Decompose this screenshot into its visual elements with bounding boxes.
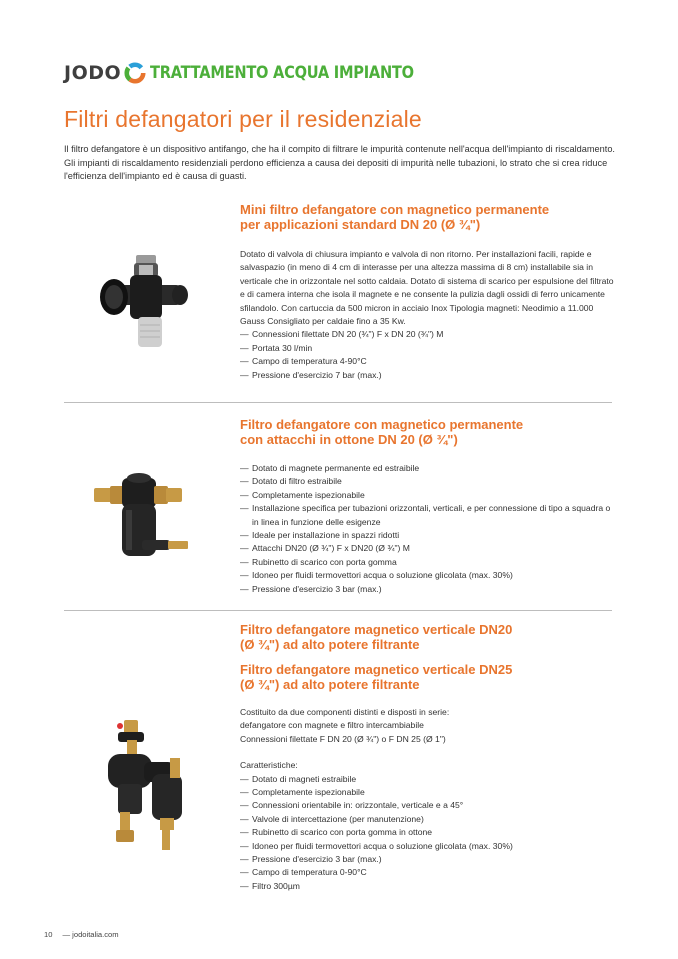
product-2-title-line-1: Filtro defangatore con magnetico permanente bbox=[240, 417, 524, 432]
list-item: — Completamente ispezionabile bbox=[240, 786, 615, 799]
product-3-body bbox=[240, 706, 615, 893]
list-item: — Installazione specifica per tubazioni orizzontali, verticali, e per connessione di tipo a squadra o in linea in funzione delle esigenze bbox=[240, 502, 615, 529]
list-item: — Filtro 300µm bbox=[240, 880, 615, 893]
list-item: — Rubinetto di scarico con porta gomma bbox=[240, 556, 615, 569]
product-3-desc-2: defangatore con magnete e filtro intercambiabile bbox=[240, 720, 424, 731]
mini-filter-image bbox=[90, 255, 190, 355]
list-item: — Pressione d'esercizio 3 bar (max.) bbox=[240, 583, 615, 596]
list-item: — Rubinetto di scarico con porta gomma in ottone bbox=[240, 826, 615, 839]
list-item: — Pressione d'esercizio 7 bar (max.) bbox=[240, 369, 615, 382]
list-item: — Campo di temperatura 4-90°C bbox=[240, 355, 615, 368]
product-3-desc-1: Costituito da due componenti distinti e disposti in serie: bbox=[240, 707, 450, 717]
list-item: — Idoneo per fluidi termovettori acqua o soluzione glicolata (max. 30%) bbox=[240, 840, 615, 853]
list-item: — Idoneo per fluidi termovettori acqua o soluzione glicolata (max. 30%) bbox=[240, 569, 615, 582]
logo-text: JODO bbox=[64, 62, 122, 84]
product-1-specs bbox=[240, 328, 615, 382]
list-item: — Dotato di magneti estraibile bbox=[240, 773, 615, 786]
section-divider bbox=[64, 610, 612, 611]
product-3-title-dn25-line-1: Filtro defangatore magnetico verticale DN25 bbox=[240, 662, 513, 677]
product-1-title-line-2: per applicazioni standard DN 20 (Ø ¾") bbox=[240, 216, 481, 232]
vertical-filter-image bbox=[100, 718, 195, 858]
list-item: — Attacchi DN20 (Ø ¾") F x DN20 (Ø ¾") M bbox=[240, 542, 615, 555]
brass-filter-image bbox=[92, 470, 202, 570]
list-item: — Completamente ispezionabile bbox=[240, 489, 615, 502]
page-footer bbox=[44, 930, 119, 939]
product-3-title-dn20-line-1: Filtro defangatore magnetico verticale DN20 bbox=[240, 622, 513, 637]
features-label: Caratteristiche: bbox=[240, 760, 298, 771]
list-item: — Dotato di magnete permanente ed estraibile bbox=[240, 462, 615, 475]
page-number: 10 bbox=[44, 930, 53, 939]
intro-paragraph: Il filtro defangatore è un dispositivo antifango, che ha il compito di filtrare le impurità contenute nell'acqua dell'impianto di riscaldamento. Gli impianti di riscaldamento residenziali perdono efficienza a causa dei depositi di impurità nelle tubazioni, lo strato che si crea riduce l'efficienza dell'impianto ed è causa di guasti. bbox=[64, 144, 615, 182]
list-item: — Portata 30 l/min bbox=[240, 342, 615, 355]
list-item: — Connessioni orientabile in: orizzontale, verticale e a 45° bbox=[240, 799, 615, 812]
list-item: — Valvole di intercettazione (per manutenzione) bbox=[240, 813, 615, 826]
list-item: — Connessioni filettate DN 20 (¾") F x DN 20 (¾") M bbox=[240, 328, 615, 341]
website-link[interactable]: — jodoitalia.com bbox=[62, 930, 119, 939]
list-item: — Campo di temperatura 0-90°C bbox=[240, 866, 615, 879]
product-2-title-line-2: con attacchi in ottone DN 20 (Ø ¾") bbox=[240, 431, 458, 447]
brand-subtitle: TRATTAMENTO ACQUA IMPIANTO bbox=[150, 63, 414, 83]
product-3-desc-3: Connessioni filettate F DN 20 (Ø ¾") o F DN 25 (Ø 1") bbox=[240, 733, 446, 744]
product-3-specs bbox=[240, 773, 615, 894]
product-2-body bbox=[240, 462, 615, 596]
product-3-title-dn20 bbox=[240, 623, 600, 652]
product-2-specs bbox=[240, 462, 615, 596]
product-3-title-dn25 bbox=[240, 663, 600, 692]
section-divider bbox=[64, 402, 612, 403]
list-item: — Pressione d'esercizio 3 bar (max.) bbox=[240, 853, 615, 866]
product-3-title-dn25-line-2: (Ø ¾") ad alto potere filtrante bbox=[240, 676, 420, 692]
logo-mark-icon bbox=[124, 62, 146, 84]
brand-header bbox=[64, 58, 457, 88]
list-item: — Ideale per installazione in spazzi ridotti bbox=[240, 529, 615, 542]
list-item: — Dotato di filtro estraibile bbox=[240, 475, 615, 488]
product-1-title bbox=[240, 203, 600, 232]
product-1-title-line-1: Mini filtro defangatore con magnetico permanente bbox=[240, 202, 550, 217]
product-1-description: Dotato di valvola di chiusura impianto e valvola di non ritorno. Per installazioni facili, rapide e salvaspazio (in meno di 4 cm di interasse per una altezza massima di 8 cm) installabile sia in verticale che in orizzontale nel sotto caldaia. Dotato di sistema di scarico per espulsione del filtrato e di camera interna che isola il magnete e ne consente la pulizia dagli ossidi di ferro unicamente sfilandolo. Con cartuccia da 500 micron in acciaio Inox Tipologia magneti: Neodimio a 11.000 Gauss Consigliato per caldaie fino a 35 Kw. bbox=[240, 249, 614, 327]
page-title: Filtri defangatori per il residenziale bbox=[64, 106, 422, 132]
product-3-title-dn20-line-2: (Ø ¾") ad alto potere filtrante bbox=[240, 636, 420, 652]
product-2-title bbox=[240, 418, 600, 447]
product-1-body bbox=[240, 248, 615, 382]
